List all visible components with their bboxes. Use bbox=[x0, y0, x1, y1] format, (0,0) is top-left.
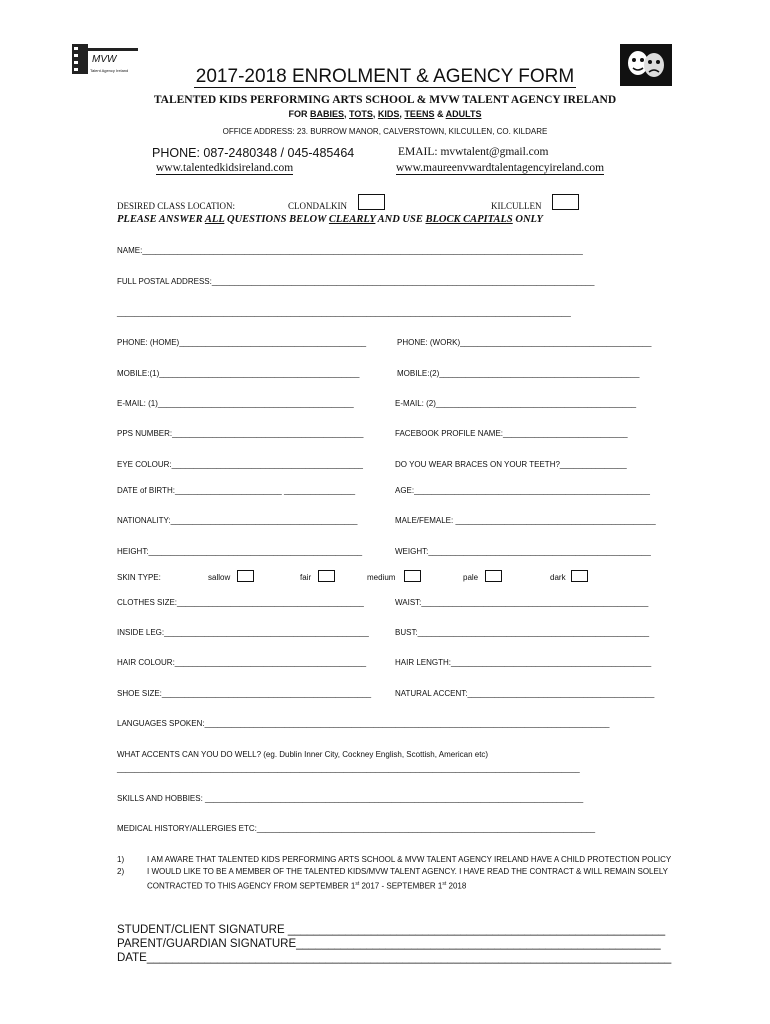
skin-type-label: SKIN TYPE: bbox=[117, 573, 161, 582]
please-f: BLOCK CAPITALS bbox=[425, 214, 513, 225]
dob-field[interactable]: DATE of BIRTH:________________________ ________________ bbox=[117, 486, 356, 495]
address-field[interactable]: FULL POSTAL ADDRESS:______________________________________________________________________________________ bbox=[117, 277, 595, 286]
name-field[interactable]: NAME:___________________________________________________________________________________________________ bbox=[117, 246, 583, 255]
for-amp: & bbox=[434, 109, 446, 119]
please-a: PLEASE ANSWER bbox=[117, 214, 205, 225]
for-prefix: FOR bbox=[288, 109, 311, 119]
skin-dark-checkbox[interactable] bbox=[571, 570, 588, 582]
please-d: CLEARLY bbox=[328, 214, 376, 225]
skin-dark-label: dark bbox=[550, 573, 566, 582]
skin-medium-label: medium bbox=[367, 573, 396, 582]
facebook-field[interactable]: FACEBOOK PROFILE NAME:____________________________ bbox=[395, 429, 628, 438]
school-name: TALENTED KIDS PERFORMING ARTS SCHOOL & MVW TALENT AGENCY IRELAND bbox=[153, 94, 617, 106]
kilcullen-checkbox[interactable] bbox=[552, 194, 579, 210]
declaration-2-part-a: I WOULD LIKE TO BE A MEMBER OF THE TALENTED KIDS/MVW TALENT AGENCY. I HAVE READ THE CONTRACT & WILL REMAIN SOLELY CONTRACTED TO THIS AGENCY FROM SEPTEMBER 1 bbox=[147, 867, 668, 891]
skin-fair-label: fair bbox=[300, 573, 312, 582]
age-field[interactable]: AGE:_____________________________________________________ bbox=[395, 486, 650, 495]
office-address: OFFICE ADDRESS: 23. BURROW MANOR, CALVERSTOWN, KILCULLEN, CO. KILDARE bbox=[222, 127, 548, 136]
height-field[interactable]: HEIGHT:________________________________________________ bbox=[117, 547, 363, 556]
title-text: 2017-2018 ENROLMENT & AGENCY FORM bbox=[195, 66, 575, 87]
student-signature-field[interactable]: STUDENT/CLIENT SIGNATURE ___________________________________________________________ bbox=[117, 924, 666, 936]
location-label: DESIRED CLASS LOCATION: bbox=[117, 201, 236, 211]
phone-number: PHONE: 087-2480348 / 045-485464 bbox=[152, 146, 355, 160]
medical-field[interactable]: MEDICAL HISTORY/ALLERGIES ETC:____________________________________________________________________________ bbox=[117, 824, 596, 833]
mobile2-field[interactable]: MOBILE:(2)_____________________________________________ bbox=[397, 369, 640, 378]
for-sep2: , bbox=[372, 109, 378, 119]
phone-work-field[interactable]: PHONE: (WORK)___________________________________________ bbox=[397, 338, 652, 347]
for-kids: KIDS bbox=[377, 109, 400, 119]
clothes-size-field[interactable]: CLOTHES SIZE:__________________________________________ bbox=[117, 598, 364, 607]
for-tots: TOTS bbox=[349, 109, 373, 119]
hair-length-field[interactable]: HAIR LENGTH:_____________________________________________ bbox=[395, 658, 652, 667]
parent-signature-field[interactable]: PARENT/GUARDIAN SIGNATURE_________________________________________________________ bbox=[117, 938, 661, 950]
waist-field[interactable]: WAIST:___________________________________________________ bbox=[395, 598, 649, 607]
declaration-2-text bbox=[147, 866, 707, 893]
accents-field[interactable]: ________________________________________________________________________________________________________ bbox=[117, 764, 580, 773]
for-adults: ADULTS bbox=[445, 109, 482, 119]
bust-field[interactable]: BUST:____________________________________________________ bbox=[395, 628, 650, 637]
email-address: EMAIL: mvwtalent@gmail.com bbox=[398, 146, 549, 158]
skin-sallow-checkbox[interactable] bbox=[237, 570, 254, 582]
languages-field[interactable]: LANGUAGES SPOKEN:___________________________________________________________________________________________ bbox=[117, 719, 610, 728]
please-c: QUESTIONS BELOW bbox=[224, 214, 329, 225]
declaration-1 bbox=[117, 854, 707, 866]
sex-field[interactable]: MALE/FEMALE: _____________________________________________ bbox=[395, 516, 656, 525]
email2-field[interactable]: E-MAIL: (2)_____________________________________________ bbox=[395, 399, 637, 408]
clondalkin-checkbox[interactable] bbox=[358, 194, 385, 210]
for-sep3: , bbox=[399, 109, 405, 119]
skin-pale-checkbox[interactable] bbox=[485, 570, 502, 582]
eye-colour-field[interactable]: EYE COLOUR:___________________________________________ bbox=[117, 460, 363, 469]
website-link-1[interactable]: www.talentedkidsireland.com bbox=[156, 162, 294, 174]
declaration-2-part-b: 2017 - SEPTEMBER 1 bbox=[359, 881, 443, 891]
instructions bbox=[117, 214, 543, 225]
svg-text:Talent Agency Ireland: Talent Agency Ireland bbox=[90, 68, 129, 73]
shoe-size-field[interactable]: SHOE SIZE:_______________________________________________ bbox=[117, 689, 372, 698]
braces-field[interactable]: DO YOU WEAR BRACES ON YOUR TEETH?_______________ bbox=[395, 460, 627, 469]
declarations bbox=[117, 854, 707, 893]
mobile1-field[interactable]: MOBILE:(1)_____________________________________________ bbox=[117, 369, 360, 378]
declaration-2-part-c: 2018 bbox=[446, 881, 467, 891]
natural-accent-field[interactable]: NATURAL ACCENT:__________________________________________ bbox=[395, 689, 655, 698]
please-e: AND USE bbox=[375, 214, 426, 225]
declaration-1-num: 1) bbox=[117, 855, 125, 864]
nationality-field[interactable]: NATIONALITY:__________________________________________ bbox=[117, 516, 358, 525]
email1-field[interactable]: E-MAIL: (1)____________________________________________ bbox=[117, 399, 354, 408]
pps-field[interactable]: PPS NUMBER:___________________________________________ bbox=[117, 429, 364, 438]
for-sep1: , bbox=[344, 109, 350, 119]
skin-pale-label: pale bbox=[463, 573, 479, 582]
for-ages-line bbox=[0, 109, 770, 119]
svg-text:MVW: MVW bbox=[92, 54, 117, 65]
phone-home-field[interactable]: PHONE: (HOME)__________________________________________ bbox=[117, 338, 367, 347]
accents-question: WHAT ACCENTS CAN YOU DO WELL? (eg. Dublin Inner City, Cockney English, Scottish, American etc) bbox=[117, 750, 489, 759]
form-title bbox=[0, 66, 770, 88]
weight-field[interactable]: WEIGHT:__________________________________________________ bbox=[395, 547, 651, 556]
declaration-2-sup2: st bbox=[442, 881, 447, 887]
location-clondalkin-label: CLONDALKIN bbox=[288, 201, 347, 211]
inside-leg-field[interactable]: INSIDE LEG:______________________________________________ bbox=[117, 628, 369, 637]
declaration-1-text: I AM AWARE THAT TALENTED KIDS PERFORMING ARTS SCHOOL & MVW TALENT AGENCY IRELAND HAVE A CHILD PROTECTION POLICY bbox=[147, 855, 672, 864]
declaration-2-num: 2) bbox=[117, 867, 125, 876]
location-kilcullen-label: KILCULLEN bbox=[491, 201, 542, 211]
please-b: ALL bbox=[204, 214, 225, 225]
declaration-2 bbox=[117, 866, 707, 893]
address-field-line2[interactable]: ______________________________________________________________________________________________________ bbox=[117, 308, 571, 317]
date-field[interactable]: DATE__________________________________________________________________________________ bbox=[117, 952, 672, 964]
skin-medium-checkbox[interactable] bbox=[404, 570, 421, 582]
skin-fair-checkbox[interactable] bbox=[318, 570, 335, 582]
skills-field[interactable]: SKILLS AND HOBBIES: _____________________________________________________________________________________ bbox=[117, 794, 584, 803]
for-babies: BABIES bbox=[310, 109, 345, 119]
please-g: ONLY bbox=[512, 214, 543, 225]
skin-sallow-label: sallow bbox=[208, 573, 231, 582]
website-link-2[interactable]: www.maureenvwardtalentagencyireland.com bbox=[396, 162, 605, 174]
declaration-2-sup1: st bbox=[355, 881, 360, 887]
hair-colour-field[interactable]: HAIR COLOUR:___________________________________________ bbox=[117, 658, 367, 667]
for-teens: TEENS bbox=[404, 109, 435, 119]
